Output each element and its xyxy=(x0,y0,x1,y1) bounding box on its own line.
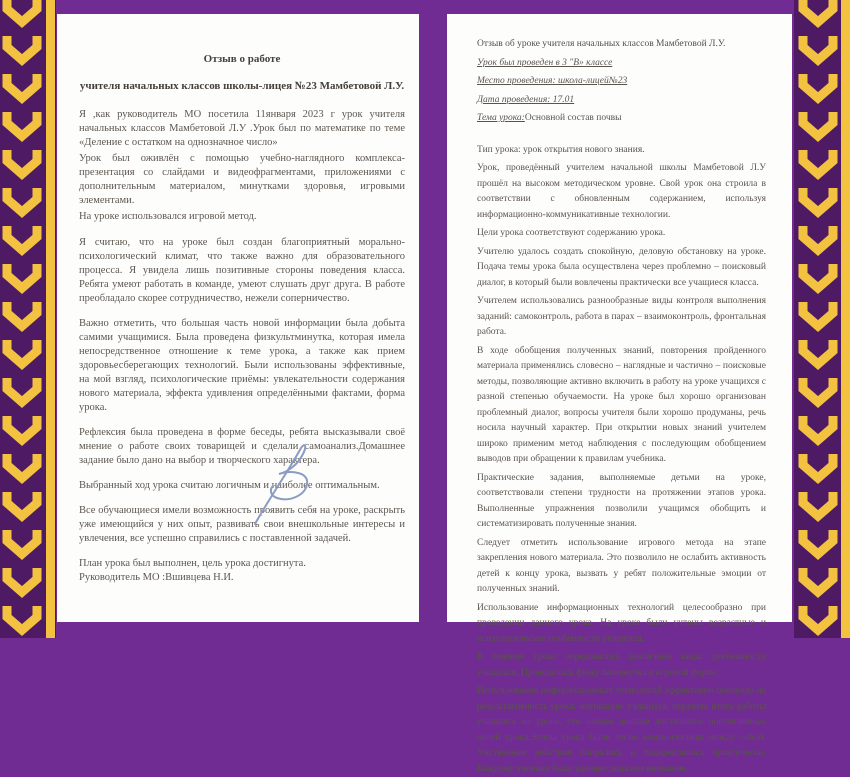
page2-paragraph: Учителю удалось создать спокойную, деловую обстановку на уроке. Подача темы урока была осуществлена через проблемно – поисковый диалог, в который были вовлечены практически все учащиеся класса. xyxy=(477,245,766,292)
page1-closing xyxy=(79,557,405,585)
page2-paragraph: Использование информационных технологий целесообразно при проведении данного урока. На уроке были учтены возрастные и психологические особенности учащихся. xyxy=(477,601,766,648)
page2-paragraph: Следует отметить использование игрового метода на этапе закрепления нового материала. Это позволило не ослабить активность детей к концу урока, вызвать у ребят положительные эмоции от полученных знаний. xyxy=(477,536,766,598)
page1-title-line2: учителя начальных классов школы-лицея №23 Мамбетовой Л.У. xyxy=(79,79,405,94)
page1-paragraph: Выбранный ход урока считаю логичным и наиболее оптимальным. xyxy=(79,479,405,493)
page2-paragraph: Учителем использовались разнообразные виды контроля выполнения заданий: самоконтроль, работа в парах – взаимоконтроль, фронтальная работа. xyxy=(477,294,766,341)
topic-value: Основной состав почвы xyxy=(525,113,622,123)
page2-topic xyxy=(477,112,766,125)
review-page-left xyxy=(57,14,419,622)
topic-label: Тема урока: xyxy=(477,113,525,123)
signer-line: Руководитель МО :Вшивцева Н.И. xyxy=(79,571,405,585)
page1-paragraph: Я считаю, что на уроке был создан благоприятный морально-психологический климат, что также важно для образовательного процесса. Я увидела лишь позитивные стороны поведения класса. Ребята умеют работать в команде, умеют слушать друг друга. В работе преобладало скорее сотрудничество, нежели соперничество. xyxy=(79,236,405,306)
page2-paragraph: В ходе обобщения полученных знаний, повторения пройденного материала применялись словесно – наглядные и частично – поисковые методы, позволяющие активно включить в работу на уроке учащихся с разной степенью обучаемости. На уроке был хорошо организован проблемный диалог, вопросы учителя были хорошо продуманы, речь носила научный характер. При открытии новых знаний учителем широко применим метод наблюдения с последующим обобщением выводов при обращении к правилам учебника. xyxy=(477,344,766,468)
page2-title: Отзыв об уроке учителя начальных классов Мамбетовой Л.У. xyxy=(477,38,766,51)
page1-paragraph: Рефлексия была проведена в форме беседы, ребята высказывали своё мнение о работе своих товарищей и сделали самоанализ.Домашнее задание было дано на выбор и творческого характера. xyxy=(79,426,405,468)
page2-meta-line: Дата проведения: 17.01 xyxy=(477,94,766,107)
page2-meta xyxy=(477,57,766,107)
page1-paragraph: Важно отметить, что большая часть новой информации была добыта самими учащимися. Была проведена физкультминутка, которая имела непосредственное отношение к теме урока, а также как прием здоровьесберегающих технологий. Были использованы эффективные, на мой взгляд, психологические приёмы: увлекательности содержания нового материала, эффекта удивления определёнными фактами, форма урока. xyxy=(79,317,405,415)
page2-paragraph: В течение урока чередовались различные виды деятельности учащихся. Проводилась физкультминутка в игровой форме. xyxy=(477,650,766,681)
page1-paragraph: Урок был оживлён с помощью учебно-наглядного комплекса-презентация со слайдами и видеофрагментами, приложениями с дополнительным материалом, минутками здоровья, игровыми элементами. xyxy=(79,152,405,208)
review-page-right xyxy=(447,14,792,622)
page2-paragraph: Урок, проведённый учителем начальной школы Мамбетовой Л.У прошёл на высоком методическом уровне. Свой урок она строила в соответствии с обновленным содержанием, используя информационно-коммуникативные технологии. xyxy=(477,161,766,223)
page2-paragraph: Цели урока соответствуют содержанию урока. xyxy=(477,226,766,242)
ornament-border-left xyxy=(0,0,56,638)
closing-line: План урока был выполнен, цель урока достигнута. xyxy=(79,557,405,571)
page2-meta-line: Урок был проведен в 3 "В» классе xyxy=(477,57,766,70)
page2-paragraph: Тип урока: урок открытия нового знания. xyxy=(477,143,766,159)
page2-body xyxy=(477,143,766,777)
chevron-ornament-icon xyxy=(0,0,56,638)
page2-paragraph: Практические задания, выполняемые детьми на уроке, соответствовали степени трудности на протяжении этапов урока. Выполненные упражнения позволили учащимся обобщить и систематизировать полученные знания. xyxy=(477,471,766,533)
page2-meta-line: Место проведения: школа-лицей№23 xyxy=(477,75,766,88)
page1-paragraph: На уроке использовался игровой метод. xyxy=(79,210,405,224)
page1-paragraph: Я ,как руководитель МО посетила 11января 2023 г урок учителя начальных классов Мамбетовой Л.У .Урок был по математике по теме «Деление с остатком на однозначное число» xyxy=(79,108,405,150)
page1-body xyxy=(79,108,405,546)
page2-paragraph: Использование информационных технологий эффективно повлияло на результативность урока: мотивацию учащихся, отразило итоги работы учащихся на уроке, тем самым доказав достижение поставленных целей урока.Этапы урока были тесно взаимосвязаны между собой. Умственные действия опирались и подкреплялись практически. Каждому ученику было уделено должное внимание. xyxy=(477,684,766,777)
page1-paragraph: Все обучающиеся имели возможность проявить себя на уроке, раскрыть уже имеющийся у них опыт, развивать свои внешкольные интересы и увлечения, все успешно справились с поставленной задачей. xyxy=(79,504,405,546)
page1-title-line1: Отзыв о работе xyxy=(79,52,405,67)
chevron-ornament-icon xyxy=(794,0,850,638)
ornament-border-right xyxy=(794,0,850,638)
